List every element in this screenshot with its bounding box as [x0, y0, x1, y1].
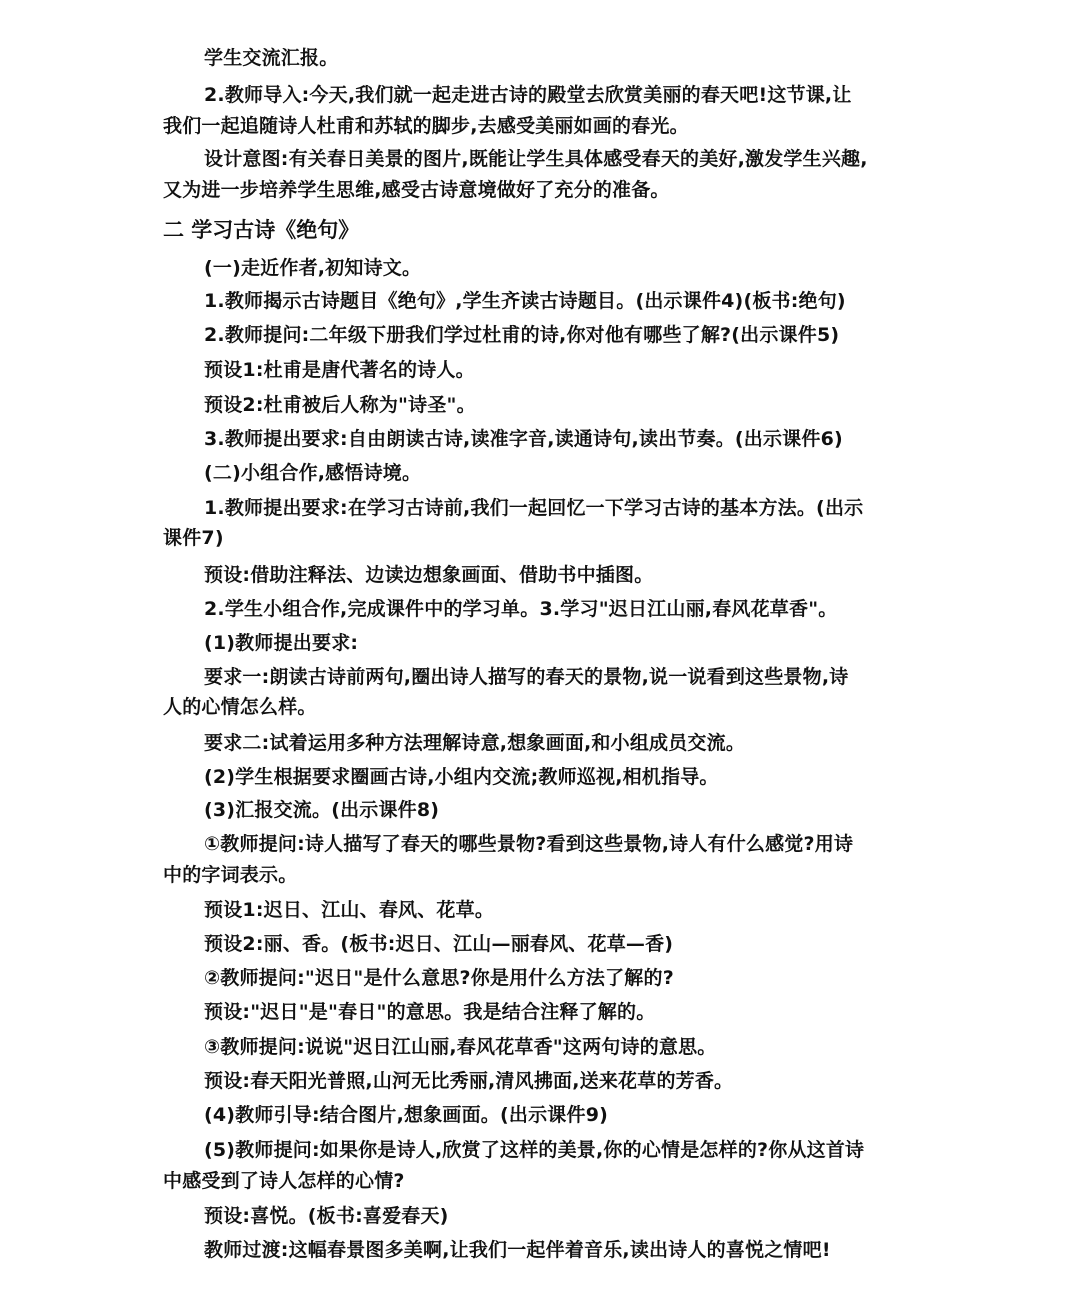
- text-line: (5)教师提问:如果你是诗人,欣赏了这样的美景,你的心情是怎样的?你从这首诗: [204, 1139, 865, 1161]
- text-line: 2.学生小组合作,完成课件中的学习单。3.学习"迟日江山丽,春风花草香"。: [204, 598, 838, 620]
- text-line: ①教师提问:诗人描写了春天的哪些景物?看到这些景物,诗人有什么感觉?用诗: [204, 833, 854, 855]
- text-line: 要求二:试着运用多种方法理解诗意,想象画面,和小组成员交流。: [204, 732, 746, 754]
- text-line: (二)小组合作,感悟诗境。: [204, 462, 422, 484]
- text-line: 2.教师提问:二年级下册我们学过杜甫的诗,你对他有哪些了解?(出示课件5): [204, 324, 840, 346]
- text-line: 我们一起追随诗人杜甫和苏轼的脚步,去感受美丽如画的春光。: [163, 115, 689, 137]
- text-line: 又为进一步培养学生思维,感受古诗意境做好了充分的准备。: [163, 179, 670, 201]
- text-line: 设计意图:有关春日美景的图片,既能让学生具体感受春天的美好,激发学生兴趣,: [204, 148, 868, 170]
- text-line: 预设:借助注释法、边读边想象画面、借助书中插图。: [204, 564, 654, 586]
- text-line: 1.教师揭示古诗题目《绝句》,学生齐读古诗题目。(出示课件4)(板书:绝句): [204, 290, 846, 312]
- text-line: 中的字词表示。: [163, 864, 298, 886]
- text-line: 预设:喜悦。(板书:喜爱春天): [204, 1205, 449, 1227]
- text-line: 预设1:迟日、江山、春风、花草。: [204, 899, 495, 921]
- text-line: 1.教师提出要求:在学习古诗前,我们一起回忆一下学习古诗的基本方法。(出示: [204, 497, 864, 519]
- text-line: (1)教师提出要求:: [204, 632, 359, 654]
- section-heading: 二 学习古诗《绝句》: [163, 218, 360, 242]
- text-line: (2)学生根据要求圈画古诗,小组内交流;教师巡视,相机指导。: [204, 766, 719, 788]
- text-line: 3.教师提出要求:自由朗读古诗,读准字音,读通诗句,读出节奏。(出示课件6): [204, 428, 843, 450]
- text-line: 预设2:丽、香。(板书:迟日、江山—丽春风、花草—香): [204, 933, 674, 955]
- text-line: 要求一:朗读古诗前两句,圈出诗人描写的春天的景物,说一说看到这些景物,诗: [204, 666, 849, 688]
- text-line: 课件7): [163, 527, 224, 549]
- text-line: (一)走近作者,初知诗文。: [204, 257, 422, 279]
- text-line: (3)汇报交流。(出示课件8): [204, 799, 440, 821]
- text-line: 预设:春天阳光普照,山河无比秀丽,清风拂面,送来花草的芳香。: [204, 1070, 734, 1092]
- text-line: 学生交流汇报。: [204, 47, 339, 69]
- text-line: 中感受到了诗人怎样的心情?: [163, 1170, 405, 1192]
- text-line: (4)教师引导:结合图片,想象画面。(出示课件9): [204, 1104, 608, 1126]
- text-line: ③教师提问:说说"迟日江山丽,春风花草香"这两句诗的意思。: [204, 1036, 717, 1058]
- text-line: 预设:"迟日"是"春日"的意思。我是结合注释了解的。: [204, 1001, 656, 1023]
- text-line: 2.教师导入:今天,我们就一起走进古诗的殿堂去欣赏美丽的春天吧!这节课,让: [204, 84, 852, 106]
- text-line: 预设2:杜甫被后人称为"诗圣"。: [204, 394, 476, 416]
- text-line: 人的心情怎么样。: [163, 696, 317, 718]
- text-line: ②教师提问:"迟日"是什么意思?你是用什么方法了解的?: [204, 967, 674, 989]
- text-line: 预设1:杜甫是唐代著名的诗人。: [204, 359, 475, 381]
- text-line: 教师过渡:这幅春景图多美啊,让我们一起伴着音乐,读出诗人的喜悦之情吧!: [204, 1239, 831, 1261]
